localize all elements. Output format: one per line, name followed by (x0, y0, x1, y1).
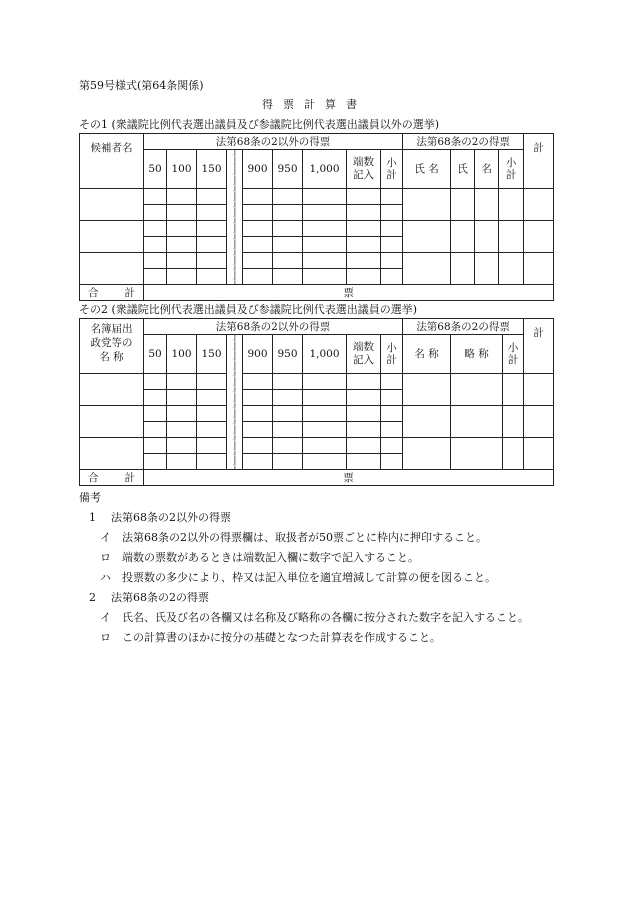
omission-mark (227, 150, 243, 189)
col-50: 50 (144, 335, 167, 374)
table-row (80, 438, 554, 454)
party-cell[interactable] (80, 406, 144, 438)
table-row (80, 374, 554, 390)
col-1000: 1,000 (303, 335, 347, 374)
col-fraction: 端数記入 (347, 335, 381, 374)
col-950: 950 (273, 150, 303, 189)
vote-table-1 (79, 133, 554, 301)
col-150: 150 (197, 150, 227, 189)
section1-title: その1 (衆議院比例代表選出議員及び参議院比例代表選出議員以外の選挙) (79, 118, 440, 131)
candidate-cell[interactable] (80, 253, 144, 285)
col-150: 150 (197, 335, 227, 374)
remark-item-1c: ハ 投票数の多少により、枠又は記入単位を適宜増減して計算の便を図ること。 (100, 571, 496, 584)
col-fraction: 端数記入 (347, 150, 381, 189)
remarks-section (79, 488, 529, 648)
col-full-name: 氏 名 (403, 150, 451, 189)
col-subtotal: 小計 (381, 335, 403, 374)
document-title: 得票計算書 (262, 98, 367, 111)
table-row (80, 189, 554, 205)
remark-item-2: 2 法第68条の2の得票 (89, 591, 209, 604)
non-proportional-group-header: 法第68条の2以外の得票 (144, 319, 403, 335)
total-row (80, 285, 554, 301)
candidate-cell[interactable] (80, 221, 144, 253)
col-subtotal: 小計 (381, 150, 403, 189)
table-row (80, 221, 554, 237)
proportional-group-header: 法第68条の2の得票 (403, 319, 524, 335)
table-row (80, 406, 554, 422)
col-950: 950 (273, 335, 303, 374)
party-name-header: 名簿届出 政党等の 名 称 (80, 319, 144, 374)
col-abbreviation: 略 称 (451, 335, 503, 374)
table-row (80, 253, 554, 269)
col-prop-subtotal: 小計 (503, 335, 524, 374)
candidate-name-header: 候補者名 (80, 134, 144, 189)
total-label: 合 計 (80, 285, 144, 301)
remark-item-2b: ロ この計算書のほかに按分の基礎となつた計算表を作成すること。 (100, 631, 441, 644)
col-900: 900 (243, 150, 273, 189)
omission-mark (227, 335, 243, 374)
col-100: 100 (167, 335, 197, 374)
form-number: 第59号様式(第64条関係) (79, 79, 204, 92)
total-unit: 票 (144, 285, 554, 301)
col-prop-subtotal: 小計 (499, 150, 524, 189)
non-proportional-group-header: 法第68条の2以外の得票 (144, 134, 403, 150)
vote-table-2 (79, 318, 554, 486)
total-label: 合 計 (80, 470, 144, 486)
remark-item-1: 1 法第68条の2以外の得票 (89, 511, 231, 524)
col-party-name: 名 称 (403, 335, 451, 374)
remark-item-1b: ロ 端数の票数があるときは端数記入欄に数字で記入すること。 (100, 551, 419, 564)
total-row (80, 470, 554, 486)
section2-title: その2 (衆議院比例代表選出議員及び参議院比例代表選出議員の選挙) (79, 303, 418, 316)
grand-total-header: 計 (524, 319, 554, 374)
col-100: 100 (167, 150, 197, 189)
proportional-group-header: 法第68条の2の得票 (403, 134, 524, 150)
party-cell[interactable] (80, 374, 144, 406)
col-given-name: 名 (475, 150, 499, 189)
grand-total-header: 計 (524, 134, 554, 189)
col-50: 50 (144, 150, 167, 189)
party-cell[interactable] (80, 438, 144, 470)
remark-item-2a: イ 氏名、氏及び名の各欄又は名称及び略称の各欄に按分された数字を記入すること。 (100, 611, 529, 624)
remark-item-1a: イ 法第68条の2以外の得票欄は、取扱者が50票ごとに枠内に押印すること。 (100, 531, 487, 544)
col-900: 900 (243, 335, 273, 374)
candidate-cell[interactable] (80, 189, 144, 221)
col-1000: 1,000 (303, 150, 347, 189)
col-surname: 氏 (451, 150, 475, 189)
remarks-heading: 備考 (79, 491, 101, 504)
total-unit: 票 (144, 470, 554, 486)
